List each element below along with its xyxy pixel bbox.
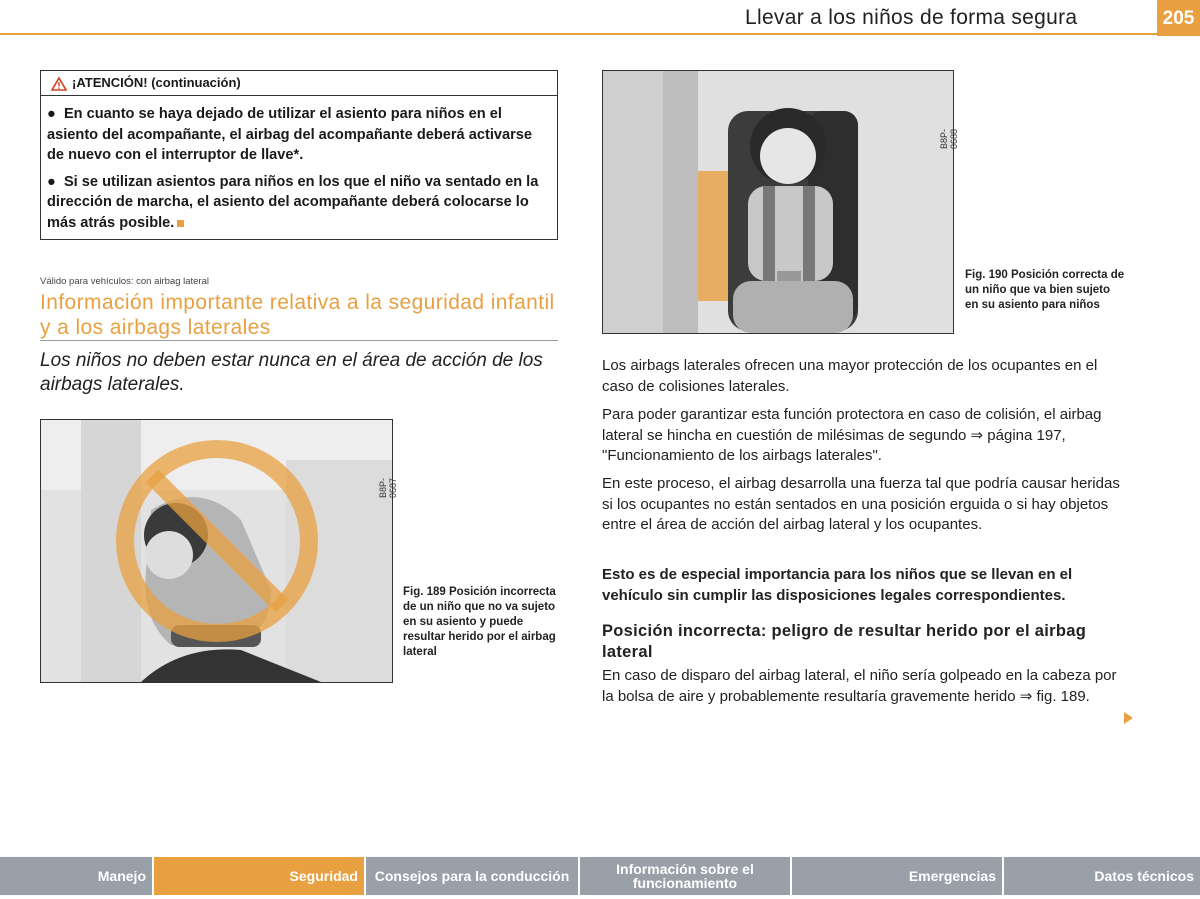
- figure-189-caption: Fig. 189 Posición incorrecta de un niño que no va sujeto en su asiento y puede resultar herido por el airbag lateral: [403, 586, 556, 658]
- end-marker-icon: [177, 220, 184, 227]
- header-rule: [0, 33, 1160, 35]
- warning-item: ● Si se utilizan asientos para niños en los que el niño va sentado en la dirección de marcha, el asiento del acompañante deberá colocarse lo más atrás posible.: [47, 173, 539, 231]
- lead-text: Los niños no deben estar nunca en el área de acción de los airbags laterales.: [40, 350, 543, 395]
- warning-item: ● En cuanto se haya dejado de utilizar el asiento para niños en el asiento del acompañante, el airbag del acompañante deberá activarse de nuevo con el interruptor de llave*.: [47, 106, 533, 163]
- warning-box: [40, 70, 558, 240]
- warning-title: ¡ATENCIÓN! (continuación): [72, 75, 241, 90]
- body-paragraph: En este proceso, el airbag desarrolla una fuerza tal que podría causar heridas si los ocupantes no están sentados en una posición erguida o si hay objetos entre el área de acción del airbag lateral y los ocupantes.: [602, 475, 1120, 533]
- page-number: 205: [1157, 0, 1200, 36]
- page-header-title: Llevar a los niños de forma segura: [745, 6, 1078, 29]
- figure-189-image: [40, 419, 398, 683]
- body-paragraph: En caso de disparo del airbag lateral, el niño sería golpeado en la cabeza por la bolsa de aire y probablemente resultaría gravemente herido ⇒ fig. 189.: [602, 667, 1117, 705]
- warning-header: [41, 71, 557, 96]
- footer-tab-informacion[interactable]: Información sobre el funcionamiento: [580, 857, 790, 895]
- footer-tab-manejo[interactable]: Manejo: [0, 857, 152, 895]
- figure-190-image: [602, 70, 959, 334]
- incorrect-position-illustration: [41, 420, 392, 682]
- figure-code: B8P-0687: [378, 477, 398, 498]
- warning-body: [41, 96, 557, 233]
- warning-triangle-icon: [51, 77, 67, 91]
- footer-tab-datos-tecnicos[interactable]: Datos técnicos: [1004, 857, 1200, 895]
- section-rule: [40, 340, 558, 341]
- figure-190-caption: Fig. 190 Posición correcta de un niño que va bien sujeto en su asiento para niños: [965, 269, 1125, 311]
- body-paragraph-emphasis: Esto es de especial importancia para los niños que se llevan en el vehículo sin cumplir las disposiciones legales correspondientes.: [602, 566, 1073, 604]
- footer-tab-seguridad[interactable]: Seguridad: [154, 857, 364, 895]
- footer-tab-consejos[interactable]: Consejos para la conducción: [366, 857, 578, 895]
- continue-arrow-icon: [1124, 712, 1133, 724]
- footer-tab-emergencias[interactable]: Emergencias: [792, 857, 1002, 895]
- validity-note: Válido para vehículos: con airbag lateral: [40, 276, 209, 287]
- body-paragraph: Los airbags laterales ofrecen una mayor protección de los ocupantes en el caso de colisiones laterales.: [602, 357, 1098, 395]
- subheading: Posición incorrecta: peligro de resultar herido por el airbag lateral: [602, 622, 1087, 661]
- body-paragraph: Para poder garantizar esta función protectora en caso de colisión, el airbag lateral se hincha en cuestión de milésimas de segundo ⇒ página 197, "Funcionamiento de los airbags laterales".: [602, 406, 1102, 464]
- figure-code: B8P-0688: [939, 128, 959, 149]
- correct-position-illustration: [603, 71, 953, 333]
- section-title: Información importante relativa a la seguridad infantil y a los airbags laterales: [40, 291, 555, 339]
